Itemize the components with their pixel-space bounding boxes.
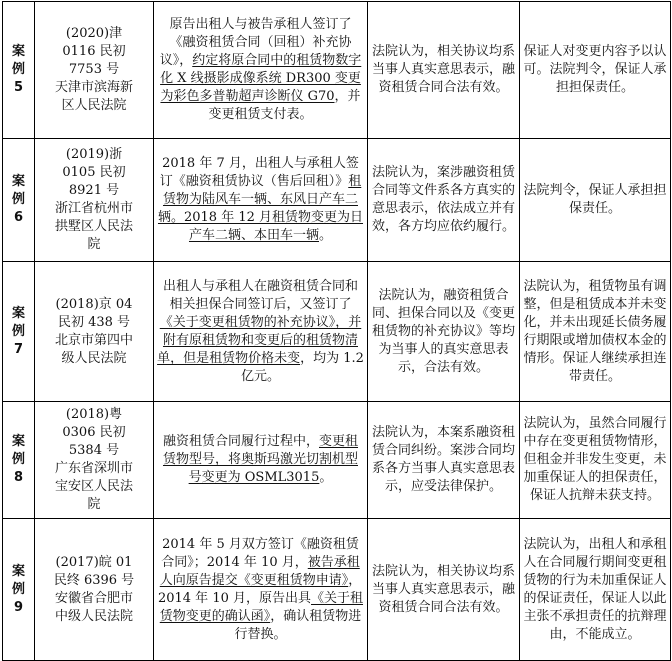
case-label-char: 案 xyxy=(11,305,25,321)
citation-line: 5384 号 xyxy=(68,443,120,458)
facts-underlined-segment: 租赁物为陆风车一辆、东风日产车二辆。2018 年 12 月租赁物变更为日产车二辆、本田车一辆 xyxy=(157,174,364,243)
facts-segment: 融资租赁合同履行过程中， xyxy=(162,434,319,449)
facts-segment: ，并变更租赁支付表。 xyxy=(208,89,361,122)
case-label-char: 例 xyxy=(11,581,25,597)
guarantor-ruling: 保证人对变更内容予以认可。法院判令，保证人承担担保责任。 xyxy=(520,2,671,139)
facts-segment: ，2014 年 10 月，原告出具 xyxy=(157,572,362,606)
case-label-char: 案 xyxy=(11,434,25,449)
case-row xyxy=(3,2,671,139)
facts-underlined-segment: 《关于变更租赁物的补充协议》，并附有原租赁物和变更后的租赁物清单，但是租赁物价格未变 xyxy=(157,314,362,366)
facts-segment: 2014 年 5 月双方签订《融资租赁合同》；2014 年 10 月， xyxy=(161,536,359,570)
citation-line: 天津市滨海新 xyxy=(54,80,133,95)
citation-line: (2018)粤 xyxy=(65,407,123,422)
case-label xyxy=(3,402,35,519)
citation-line: 拱墅区人民法 xyxy=(54,219,133,234)
citation-line: 民初 438 号 xyxy=(57,314,131,330)
case-label-char: 7 xyxy=(13,341,24,357)
facts-segment: 原告出租人与被告承租人签订了《融资租赁合同（回租）补充协议》， xyxy=(159,17,352,68)
facts-segment: 2018 年 7 月，出租人与承租人签订《融资租赁协议（售后回租）》 xyxy=(159,156,359,189)
case-label xyxy=(3,2,35,139)
citation-line: 8921 号 xyxy=(68,183,120,198)
citation-line: (2017)皖 01 xyxy=(55,554,133,570)
facts-segment: 。 xyxy=(319,470,333,485)
citation-line: (2020)津 xyxy=(65,26,123,41)
facts-segment: ，确认租赁物进行替换。 xyxy=(234,608,362,642)
citation-line: 级人民法院 xyxy=(61,350,127,366)
case-label-char: 例 xyxy=(11,192,25,207)
case-label-char: 案 xyxy=(11,563,25,579)
citation-line: 安徽省合肥市 xyxy=(54,590,133,606)
case-row xyxy=(3,402,671,519)
case-label-char: 6 xyxy=(13,210,24,225)
guarantor-ruling: 法院判令，保证人承担担保责任。 xyxy=(520,139,671,262)
case-row xyxy=(3,139,671,262)
facts-underlined-segment: 《关于租赁物变更的确认函》 xyxy=(159,590,364,624)
case-label xyxy=(3,519,35,661)
facts-segment: ，均为 1.2 亿元。 xyxy=(240,350,364,384)
facts-segment: 。 xyxy=(319,228,333,243)
citation-line: 宝安区人民法 xyxy=(54,479,133,494)
guarantor-ruling: 法院认为，出租人和承租人在合同履行期间变更租赁物的行为未加重保证人的保证责任，保证人以此主张不承担责任的抗辩理由，不能成立。 xyxy=(520,519,671,661)
case-row xyxy=(3,519,671,661)
case-citation xyxy=(35,519,154,661)
guarantor-ruling: 法院认为，虽然合同履行中存在变更租赁物情形，但租金并非发生变更，未加重保证人的担保责任，保证人抗辩未获支持。 xyxy=(520,402,671,519)
case-facts xyxy=(154,262,368,402)
case-facts xyxy=(154,402,368,519)
court-view: 法院认为，相关协议均系当事人真实意思表示，融资租赁合同合法有效。 xyxy=(368,2,520,139)
court-view: 法院认为，本案系融资租赁合同纠纷。案涉合同均系各方当事人真实意思表示，应受法律保护。 xyxy=(368,402,520,519)
citation-line: 区人民法院 xyxy=(61,98,127,113)
case-label-char: 5 xyxy=(13,80,24,95)
case-label-char: 例 xyxy=(11,452,25,467)
citation-line: 院 xyxy=(87,237,101,252)
citation-line: 0116 民初 xyxy=(62,44,126,59)
case-table-body xyxy=(3,2,671,661)
citation-line: 0306 民初 xyxy=(62,425,126,440)
case-row xyxy=(3,262,671,402)
facts-segment: 出租人与承租人在融资租赁合同和相关担保合同签订后，又签订了 xyxy=(162,278,358,312)
case-label xyxy=(3,139,35,262)
court-view: 法院认为，案涉融资租赁合同等文件系各方真实的意思表示，依法成立并有效，各方均应依约履行。 xyxy=(368,139,520,262)
facts-underlined-segment: 变更租赁物型号，将奥斯玛激光切割机型号变更为 OSML3015 xyxy=(162,434,359,485)
court-view: 法院认为，融资租赁合同、担保合同以及《变更租赁物的补充协议》等均为当事人的真实意思表示，合法有效。 xyxy=(368,262,520,402)
case-label xyxy=(3,262,35,402)
case-facts xyxy=(154,519,368,661)
case-label-char: 8 xyxy=(13,470,24,485)
citation-line: 院 xyxy=(87,497,101,512)
citation-line: 中级人民法院 xyxy=(54,608,133,624)
case-table xyxy=(2,1,671,661)
citation-line: 7753 号 xyxy=(68,62,120,77)
citation-line: (2019)浙 xyxy=(65,147,123,162)
citation-line: 0105 民初 xyxy=(62,165,126,180)
facts-underlined-segment: 被告承租人向原告提交《变更租赁物申请》 xyxy=(159,554,360,588)
guarantor-ruling: 法院认为，租赁物虽有调整，但是租赁成本并未变化，并未出现延长债务履行期限或增加债权本金的情形。保证人继续承担连带责任。 xyxy=(520,262,671,402)
court-view: 法院认为，相关协议均系当事人真实意思表示，融资租赁合同合法有效。 xyxy=(368,519,520,661)
case-citation xyxy=(35,262,154,402)
citation-line: 民终 6396 号 xyxy=(53,572,135,588)
case-citation xyxy=(35,139,154,262)
case-label-char: 例 xyxy=(11,62,25,77)
citation-line: 北京市第四中 xyxy=(54,332,133,348)
case-label-char: 案 xyxy=(11,174,25,189)
citation-line: (2018)京 04 xyxy=(55,296,133,312)
case-label-char: 案 xyxy=(11,44,25,59)
case-facts xyxy=(154,2,368,139)
case-label-char: 9 xyxy=(13,599,24,615)
facts-underlined-segment: 约定将原合同中的租赁物数字化 X 线摄影成像系统 DR300 变更为彩色多普勒超声诊断仪 G70 xyxy=(160,53,362,104)
case-citation xyxy=(35,2,154,139)
case-facts xyxy=(154,139,368,262)
case-label-char: 例 xyxy=(11,323,25,339)
case-citation xyxy=(35,402,154,519)
citation-line: 广东省深圳市 xyxy=(54,461,133,476)
citation-line: 浙江省杭州市 xyxy=(54,201,133,216)
